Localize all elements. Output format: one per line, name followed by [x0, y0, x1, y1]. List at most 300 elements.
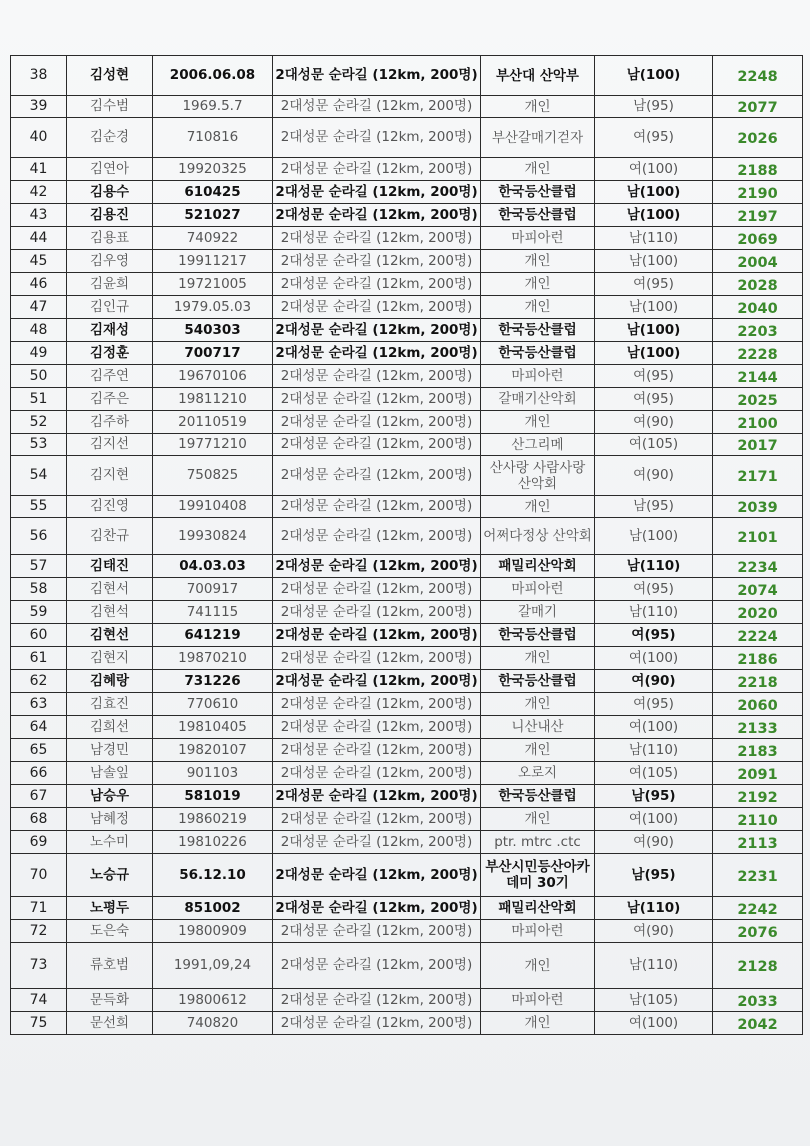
birthdate-cell: 19911217: [153, 250, 273, 273]
gender-size-cell: 여(100): [595, 808, 713, 831]
course-cell: 2대성문 순라길 (12km, 200명): [273, 434, 481, 456]
row-number-cell: 52: [11, 411, 67, 434]
birthdate-cell: 540303: [153, 319, 273, 342]
bib-number-cell: 2234: [713, 555, 803, 578]
club-cell: 개인: [481, 1012, 595, 1035]
gender-size-cell: 남(95): [595, 96, 713, 118]
table-row: [11, 762, 803, 785]
club-cell: 한국등산클럽: [481, 670, 595, 693]
row-number-cell: 48: [11, 319, 67, 342]
row-number-cell: 61: [11, 647, 67, 670]
course-cell: 2대성문 순라길 (12km, 200명): [273, 496, 481, 518]
name-cell: 김연아: [67, 158, 153, 181]
table-row: [11, 854, 803, 897]
birthdate-cell: 521027: [153, 204, 273, 227]
bib-number-cell: 2203: [713, 319, 803, 342]
name-cell: 김수범: [67, 96, 153, 118]
bib-number-cell: 2069: [713, 227, 803, 250]
course-cell: 2대성문 순라길 (12km, 200명): [273, 296, 481, 319]
table-row: [11, 1012, 803, 1035]
table-row: [11, 96, 803, 118]
table-row: [11, 716, 803, 739]
bib-number-cell: 2186: [713, 647, 803, 670]
bib-number-cell: 2248: [713, 56, 803, 96]
club-cell: 어쩌다정상 산악회: [481, 518, 595, 555]
course-cell: 2대성문 순라길 (12km, 200명): [273, 670, 481, 693]
course-cell: 2대성문 순라길 (12km, 200명): [273, 181, 481, 204]
name-cell: 김용진: [67, 204, 153, 227]
table-row: [11, 647, 803, 670]
birthdate-cell: 19820107: [153, 739, 273, 762]
gender-size-cell: 여(90): [595, 411, 713, 434]
gender-size-cell: 남(110): [595, 897, 713, 920]
name-cell: 노평두: [67, 897, 153, 920]
gender-size-cell: 여(105): [595, 762, 713, 785]
course-cell: 2대성문 순라길 (12km, 200명): [273, 897, 481, 920]
row-number-cell: 38: [11, 56, 67, 96]
bib-number-cell: 2183: [713, 739, 803, 762]
name-cell: 김진영: [67, 496, 153, 518]
table-row: [11, 831, 803, 854]
course-cell: 2대성문 순라길 (12km, 200명): [273, 762, 481, 785]
table-row: [11, 670, 803, 693]
table-row: [11, 250, 803, 273]
bib-number-cell: 2020: [713, 601, 803, 624]
bib-number-cell: 2110: [713, 808, 803, 831]
gender-size-cell: 여(100): [595, 647, 713, 670]
club-cell: 부산시민등산아카데미 30기: [481, 854, 595, 897]
row-number-cell: 44: [11, 227, 67, 250]
bib-number-cell: 2144: [713, 365, 803, 388]
row-number-cell: 46: [11, 273, 67, 296]
row-number-cell: 67: [11, 785, 67, 808]
course-cell: 2대성문 순라길 (12km, 200명): [273, 365, 481, 388]
course-cell: 2대성문 순라길 (12km, 200명): [273, 158, 481, 181]
course-cell: 2대성문 순라길 (12km, 200명): [273, 56, 481, 96]
row-number-cell: 72: [11, 920, 67, 943]
bib-number-cell: 2025: [713, 388, 803, 411]
birthdate-cell: 740922: [153, 227, 273, 250]
course-cell: 2대성문 순라길 (12km, 200명): [273, 456, 481, 496]
gender-size-cell: 남(110): [595, 601, 713, 624]
bib-number-cell: 2133: [713, 716, 803, 739]
row-number-cell: 74: [11, 989, 67, 1012]
club-cell: 산사랑 사람사랑 산악회: [481, 456, 595, 496]
name-cell: 김용표: [67, 227, 153, 250]
row-number-cell: 57: [11, 555, 67, 578]
bib-number-cell: 2074: [713, 578, 803, 601]
row-number-cell: 42: [11, 181, 67, 204]
name-cell: 김지현: [67, 456, 153, 496]
table-row: [11, 785, 803, 808]
bib-number-cell: 2188: [713, 158, 803, 181]
course-cell: 2대성문 순라길 (12km, 200명): [273, 273, 481, 296]
row-number-cell: 47: [11, 296, 67, 319]
club-cell: 한국등산클럽: [481, 785, 595, 808]
table-row: [11, 496, 803, 518]
course-cell: 2대성문 순라길 (12km, 200명): [273, 411, 481, 434]
table-row: [11, 739, 803, 762]
bib-number-cell: 2091: [713, 762, 803, 785]
course-cell: 2대성문 순라길 (12km, 200명): [273, 716, 481, 739]
table-row: [11, 693, 803, 716]
course-cell: 2대성문 순라길 (12km, 200명): [273, 943, 481, 989]
row-number-cell: 68: [11, 808, 67, 831]
club-cell: 갈매기: [481, 601, 595, 624]
club-cell: 개인: [481, 96, 595, 118]
table-row: [11, 273, 803, 296]
table-row: [11, 365, 803, 388]
birthdate-cell: 19721005: [153, 273, 273, 296]
club-cell: ptr. mtrc .ctc: [481, 831, 595, 854]
bib-number-cell: 2100: [713, 411, 803, 434]
birthdate-cell: 04.03.03: [153, 555, 273, 578]
name-cell: 김용수: [67, 181, 153, 204]
bib-number-cell: 2128: [713, 943, 803, 989]
row-number-cell: 39: [11, 96, 67, 118]
row-number-cell: 64: [11, 716, 67, 739]
gender-size-cell: 남(100): [595, 518, 713, 555]
club-cell: 갈매기산악회: [481, 388, 595, 411]
gender-size-cell: 여(90): [595, 920, 713, 943]
bib-number-cell: 2033: [713, 989, 803, 1012]
table-row: [11, 342, 803, 365]
course-cell: 2대성문 순라길 (12km, 200명): [273, 785, 481, 808]
gender-size-cell: 여(95): [595, 388, 713, 411]
participant-rows: [11, 56, 803, 1035]
row-number-cell: 63: [11, 693, 67, 716]
row-number-cell: 53: [11, 434, 67, 456]
gender-size-cell: 남(95): [595, 854, 713, 897]
birthdate-cell: 1969.5.7: [153, 96, 273, 118]
course-cell: 2대성문 순라길 (12km, 200명): [273, 518, 481, 555]
club-cell: 개인: [481, 411, 595, 434]
gender-size-cell: 남(110): [595, 739, 713, 762]
bib-number-cell: 2218: [713, 670, 803, 693]
row-number-cell: 66: [11, 762, 67, 785]
table-row: [11, 158, 803, 181]
birthdate-cell: 19800909: [153, 920, 273, 943]
row-number-cell: 41: [11, 158, 67, 181]
club-cell: 패밀리산악회: [481, 555, 595, 578]
table-row: [11, 411, 803, 434]
table-row: [11, 56, 803, 96]
row-number-cell: 56: [11, 518, 67, 555]
club-cell: 개인: [481, 943, 595, 989]
club-cell: 산그리메: [481, 434, 595, 456]
birthdate-cell: 56.12.10: [153, 854, 273, 897]
name-cell: 김주은: [67, 388, 153, 411]
name-cell: 김성현: [67, 56, 153, 96]
bib-number-cell: 2040: [713, 296, 803, 319]
gender-size-cell: 여(100): [595, 1012, 713, 1035]
name-cell: 김지선: [67, 434, 153, 456]
club-cell: 오로지: [481, 762, 595, 785]
course-cell: 2대성문 순라길 (12km, 200명): [273, 250, 481, 273]
birthdate-cell: 20110519: [153, 411, 273, 434]
gender-size-cell: 남(110): [595, 943, 713, 989]
row-number-cell: 69: [11, 831, 67, 854]
row-number-cell: 54: [11, 456, 67, 496]
bib-number-cell: 2192: [713, 785, 803, 808]
gender-size-cell: 남(100): [595, 56, 713, 96]
club-cell: 개인: [481, 273, 595, 296]
gender-size-cell: 여(100): [595, 158, 713, 181]
row-number-cell: 51: [11, 388, 67, 411]
birthdate-cell: 2006.06.08: [153, 56, 273, 96]
birthdate-cell: 1979.05.03: [153, 296, 273, 319]
name-cell: 김현지: [67, 647, 153, 670]
course-cell: 2대성문 순라길 (12km, 200명): [273, 118, 481, 158]
club-cell: 한국등산클럽: [481, 342, 595, 365]
name-cell: 노수미: [67, 831, 153, 854]
course-cell: 2대성문 순라길 (12km, 200명): [273, 388, 481, 411]
gender-size-cell: 남(100): [595, 204, 713, 227]
name-cell: 김현서: [67, 578, 153, 601]
course-cell: 2대성문 순라길 (12km, 200명): [273, 555, 481, 578]
bib-number-cell: 2231: [713, 854, 803, 897]
birthdate-cell: 901103: [153, 762, 273, 785]
table-row: [11, 601, 803, 624]
name-cell: 문득화: [67, 989, 153, 1012]
gender-size-cell: 여(90): [595, 670, 713, 693]
name-cell: 김주하: [67, 411, 153, 434]
row-number-cell: 55: [11, 496, 67, 518]
bib-number-cell: 2042: [713, 1012, 803, 1035]
name-cell: 김우영: [67, 250, 153, 273]
birthdate-cell: 851002: [153, 897, 273, 920]
birthdate-cell: 1991,09,24: [153, 943, 273, 989]
birthdate-cell: 19810405: [153, 716, 273, 739]
course-cell: 2대성문 순라길 (12km, 200명): [273, 578, 481, 601]
table-row: [11, 456, 803, 496]
club-cell: 한국등산클럽: [481, 204, 595, 227]
birthdate-cell: 19910408: [153, 496, 273, 518]
course-cell: 2대성문 순라길 (12km, 200명): [273, 342, 481, 365]
row-number-cell: 60: [11, 624, 67, 647]
birthdate-cell: 770610: [153, 693, 273, 716]
club-cell: 개인: [481, 158, 595, 181]
table-row: [11, 943, 803, 989]
name-cell: 김재성: [67, 319, 153, 342]
course-cell: 2대성문 순라길 (12km, 200명): [273, 624, 481, 647]
club-cell: 마피아런: [481, 227, 595, 250]
name-cell: 김태진: [67, 555, 153, 578]
name-cell: 김인규: [67, 296, 153, 319]
row-number-cell: 49: [11, 342, 67, 365]
gender-size-cell: 남(105): [595, 989, 713, 1012]
bib-number-cell: 2171: [713, 456, 803, 496]
club-cell: 부산갈매기걷자: [481, 118, 595, 158]
bib-number-cell: 2190: [713, 181, 803, 204]
course-cell: 2대성문 순라길 (12km, 200명): [273, 204, 481, 227]
course-cell: 2대성문 순라길 (12km, 200명): [273, 1012, 481, 1035]
row-number-cell: 75: [11, 1012, 67, 1035]
birthdate-cell: 710816: [153, 118, 273, 158]
gender-size-cell: 여(105): [595, 434, 713, 456]
table-row: [11, 181, 803, 204]
club-cell: 한국등산클럽: [481, 624, 595, 647]
bib-number-cell: 2060: [713, 693, 803, 716]
name-cell: 남경민: [67, 739, 153, 762]
name-cell: 김윤희: [67, 273, 153, 296]
birthdate-cell: 19930824: [153, 518, 273, 555]
club-cell: 개인: [481, 250, 595, 273]
row-number-cell: 71: [11, 897, 67, 920]
table-row: [11, 227, 803, 250]
gender-size-cell: 여(95): [595, 365, 713, 388]
birthdate-cell: 740820: [153, 1012, 273, 1035]
name-cell: 김효진: [67, 693, 153, 716]
row-number-cell: 70: [11, 854, 67, 897]
name-cell: 류호범: [67, 943, 153, 989]
course-cell: 2대성문 순라길 (12km, 200명): [273, 693, 481, 716]
course-cell: 2대성문 순라길 (12km, 200명): [273, 647, 481, 670]
name-cell: 노승규: [67, 854, 153, 897]
gender-size-cell: 남(110): [595, 227, 713, 250]
name-cell: 문선희: [67, 1012, 153, 1035]
gender-size-cell: 여(95): [595, 273, 713, 296]
gender-size-cell: 여(90): [595, 456, 713, 496]
gender-size-cell: 여(95): [595, 118, 713, 158]
table-row: [11, 808, 803, 831]
row-number-cell: 40: [11, 118, 67, 158]
club-cell: 개인: [481, 693, 595, 716]
table-row: [11, 118, 803, 158]
name-cell: 남승우: [67, 785, 153, 808]
club-cell: 마피아런: [481, 578, 595, 601]
club-cell: 개인: [481, 296, 595, 319]
table-row: [11, 319, 803, 342]
birthdate-cell: 19771210: [153, 434, 273, 456]
course-cell: 2대성문 순라길 (12km, 200명): [273, 319, 481, 342]
club-cell: 니산내산: [481, 716, 595, 739]
course-cell: 2대성문 순라길 (12km, 200명): [273, 854, 481, 897]
row-number-cell: 43: [11, 204, 67, 227]
club-cell: 부산대 산악부: [481, 56, 595, 96]
bib-number-cell: 2113: [713, 831, 803, 854]
club-cell: 개인: [481, 647, 595, 670]
bib-number-cell: 2077: [713, 96, 803, 118]
birthdate-cell: 641219: [153, 624, 273, 647]
course-cell: 2대성문 순라길 (12km, 200명): [273, 920, 481, 943]
gender-size-cell: 남(95): [595, 496, 713, 518]
birthdate-cell: 19800612: [153, 989, 273, 1012]
gender-size-cell: 남(110): [595, 555, 713, 578]
gender-size-cell: 남(100): [595, 319, 713, 342]
birthdate-cell: 700717: [153, 342, 273, 365]
bib-number-cell: 2076: [713, 920, 803, 943]
club-cell: 마피아런: [481, 365, 595, 388]
birthdate-cell: 19920325: [153, 158, 273, 181]
club-cell: 패밀리산악회: [481, 897, 595, 920]
name-cell: 남솔잎: [67, 762, 153, 785]
birthdate-cell: 19670106: [153, 365, 273, 388]
club-cell: 한국등산클럽: [481, 181, 595, 204]
gender-size-cell: 여(95): [595, 578, 713, 601]
table-row: [11, 989, 803, 1012]
table-row: [11, 518, 803, 555]
bib-number-cell: 2197: [713, 204, 803, 227]
name-cell: 김현선: [67, 624, 153, 647]
club-cell: 개인: [481, 739, 595, 762]
gender-size-cell: 남(100): [595, 296, 713, 319]
table-row: [11, 296, 803, 319]
gender-size-cell: 여(95): [595, 624, 713, 647]
gender-size-cell: 남(100): [595, 181, 713, 204]
course-cell: 2대성문 순라길 (12km, 200명): [273, 989, 481, 1012]
bib-number-cell: 2224: [713, 624, 803, 647]
bib-number-cell: 2028: [713, 273, 803, 296]
gender-size-cell: 남(100): [595, 250, 713, 273]
row-number-cell: 58: [11, 578, 67, 601]
table-row: [11, 897, 803, 920]
row-number-cell: 62: [11, 670, 67, 693]
table-row: [11, 624, 803, 647]
name-cell: 도은숙: [67, 920, 153, 943]
table-row: [11, 920, 803, 943]
table-row: [11, 434, 803, 456]
table-row: [11, 388, 803, 411]
name-cell: 김현석: [67, 601, 153, 624]
table-row: [11, 204, 803, 227]
gender-size-cell: 남(95): [595, 785, 713, 808]
birthdate-cell: 610425: [153, 181, 273, 204]
birthdate-cell: 19810226: [153, 831, 273, 854]
course-cell: 2대성문 순라길 (12km, 200명): [273, 808, 481, 831]
course-cell: 2대성문 순라길 (12km, 200명): [273, 831, 481, 854]
name-cell: 김주연: [67, 365, 153, 388]
name-cell: 김희선: [67, 716, 153, 739]
name-cell: 김찬규: [67, 518, 153, 555]
name-cell: 김순경: [67, 118, 153, 158]
course-cell: 2대성문 순라길 (12km, 200명): [273, 227, 481, 250]
name-cell: 김정훈: [67, 342, 153, 365]
bib-number-cell: 2026: [713, 118, 803, 158]
gender-size-cell: 여(95): [595, 693, 713, 716]
birthdate-cell: 700917: [153, 578, 273, 601]
gender-size-cell: 남(100): [595, 342, 713, 365]
gender-size-cell: 여(100): [595, 716, 713, 739]
bib-number-cell: 2004: [713, 250, 803, 273]
participant-table: [10, 55, 803, 1035]
club-cell: 개인: [481, 496, 595, 518]
bib-number-cell: 2017: [713, 434, 803, 456]
table-row: [11, 555, 803, 578]
birthdate-cell: 19870210: [153, 647, 273, 670]
bib-number-cell: 2039: [713, 496, 803, 518]
bib-number-cell: 2228: [713, 342, 803, 365]
row-number-cell: 45: [11, 250, 67, 273]
row-number-cell: 50: [11, 365, 67, 388]
bib-number-cell: 2101: [713, 518, 803, 555]
course-cell: 2대성문 순라길 (12km, 200명): [273, 601, 481, 624]
club-cell: 한국등산클럽: [481, 319, 595, 342]
course-cell: 2대성문 순라길 (12km, 200명): [273, 739, 481, 762]
name-cell: 남혜정: [67, 808, 153, 831]
course-cell: 2대성문 순라길 (12km, 200명): [273, 96, 481, 118]
table-row: [11, 578, 803, 601]
birthdate-cell: 731226: [153, 670, 273, 693]
birthdate-cell: 19860219: [153, 808, 273, 831]
club-cell: 마피아런: [481, 989, 595, 1012]
row-number-cell: 65: [11, 739, 67, 762]
name-cell: 김혜랑: [67, 670, 153, 693]
birthdate-cell: 741115: [153, 601, 273, 624]
birthdate-cell: 19811210: [153, 388, 273, 411]
bib-number-cell: 2242: [713, 897, 803, 920]
gender-size-cell: 여(90): [595, 831, 713, 854]
